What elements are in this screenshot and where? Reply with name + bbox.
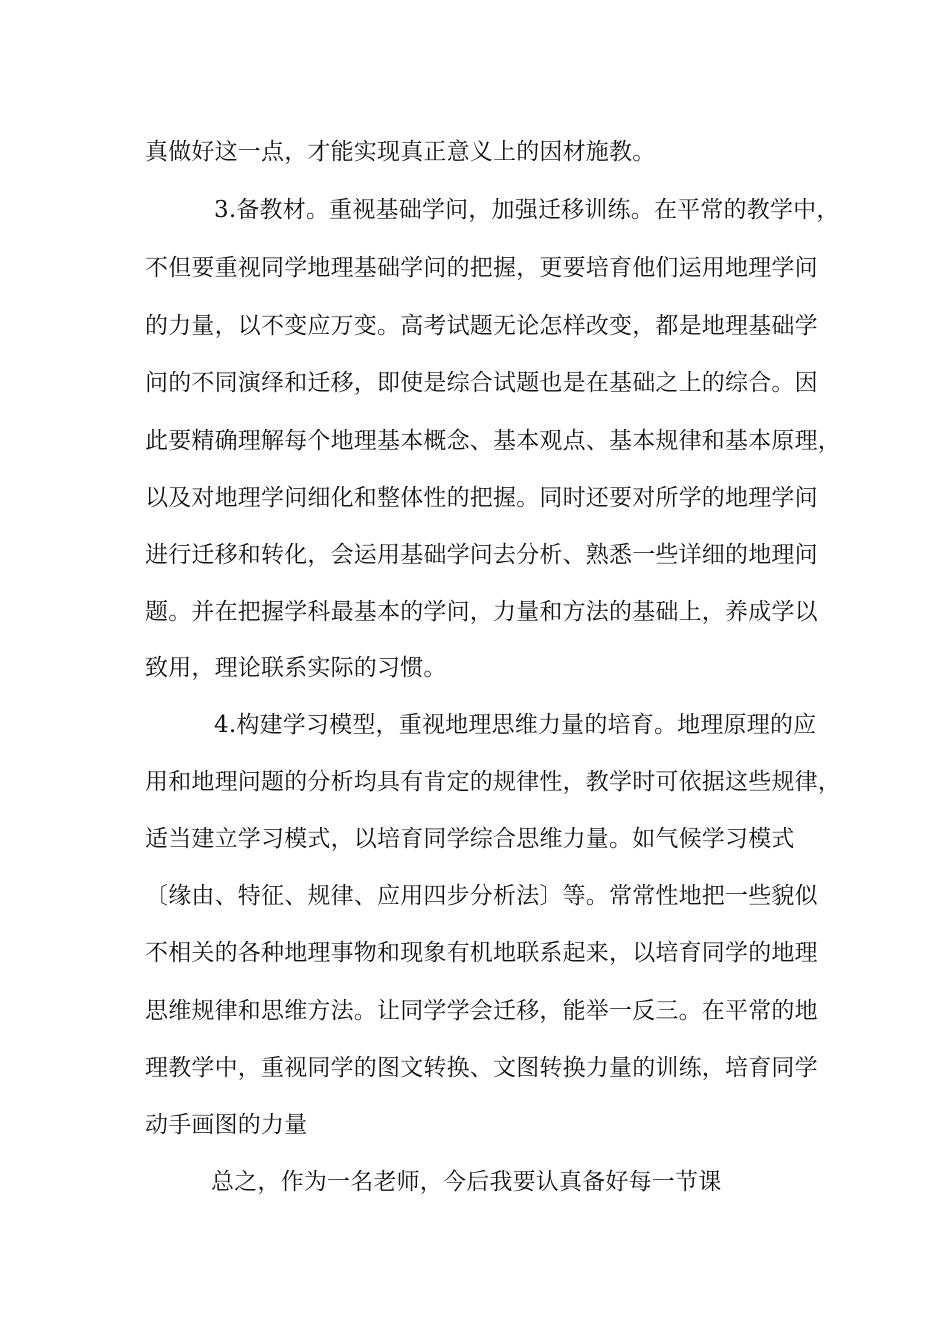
text-line: 进行迁移和转化，会运用基础学问去分析、熟悉一些详细的地理问 bbox=[145, 542, 818, 568]
text-line: 真做好这一点，才能实现真正意义上的因材施教。 bbox=[145, 139, 656, 165]
text-line: 动手画图的力量 bbox=[145, 1112, 308, 1138]
paragraph-4-start: 4.构建学习模型，重视地理思维力量的培育。地理原理的应 bbox=[214, 712, 817, 738]
text-line: 此要精确理解每个地理基本概念、基本观点、基本规律和基本原理， bbox=[145, 428, 841, 454]
text-line: 不但要重视同学地理基础学问的把握，更要培育他们运用地理学问 bbox=[145, 255, 818, 281]
text-line: 用和地理问题的分析均具有肯定的规律性，教学时可依据这些规律， bbox=[145, 769, 841, 795]
text-line: 〔缘由、特征、规律、应用四步分析法〕等。常常性地把一些貌似 bbox=[145, 883, 818, 909]
text-line: 致用，理论联系实际的习惯。 bbox=[145, 655, 447, 681]
text-line: 适当建立学习模式，以培育同学综合思维力量。如气候学习模式 bbox=[145, 826, 795, 852]
text-line: 的力量，以不变应万变。高考试题无论怎样改变，都是地理基础学 bbox=[145, 313, 818, 339]
text-line: 不相关的各种地理事物和现象有机地联系起来，以培育同学的地理 bbox=[145, 940, 818, 966]
text-line: 思维规律和思维方法。让同学学会迁移，能举一反三。在平常的地 bbox=[145, 998, 818, 1024]
text-line: 问的不同演绎和迁移，即使是综合试题也是在基础之上的综合。因 bbox=[145, 370, 818, 396]
text-line: 题。并在把握学科最基本的学问，力量和方法的基础上，养成学以 bbox=[145, 599, 818, 625]
text-line: 以及对地理学问细化和整体性的把握。同时还要对所学的地理学问 bbox=[145, 485, 818, 511]
text-line: 理教学中，重视同学的图文转换、文图转换力量的训练，培育同学 bbox=[145, 1055, 818, 1081]
paragraph-3-start: 3.备教材。重视基础学问，加强迁移训练。在平常的教学中， bbox=[214, 197, 840, 223]
conclusion-line: 总之，作为一名老师，今后我要认真备好每一节课 bbox=[211, 1169, 722, 1195]
